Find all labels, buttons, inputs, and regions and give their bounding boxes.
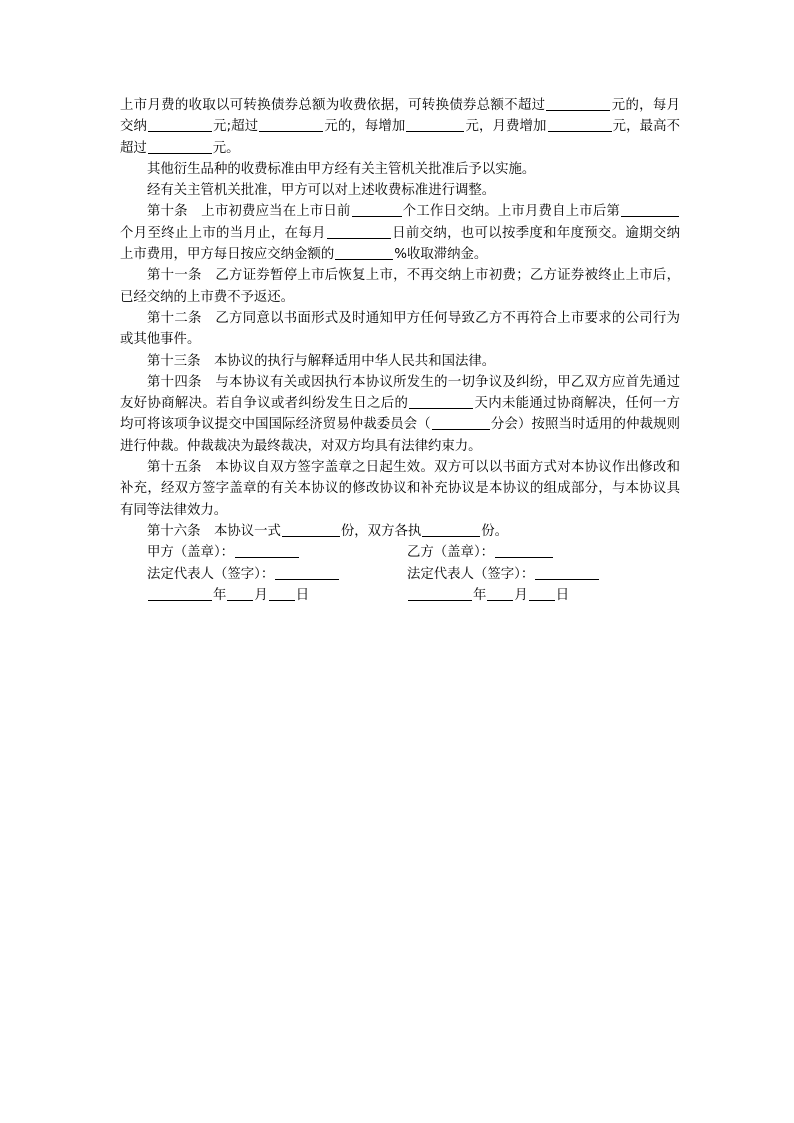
text-run: 年 bbox=[213, 587, 227, 603]
text-run: 经有关主管机关批准，甲方可以对上述收费标准进行调整。 bbox=[147, 183, 496, 199]
fill-in-blank bbox=[621, 202, 679, 217]
fill-in-blank bbox=[529, 586, 555, 601]
text-run: 法定代表人（签字）： bbox=[147, 566, 275, 582]
text-run: 法定代表人（签字）： bbox=[407, 566, 535, 582]
paragraph-listing-fee-basis bbox=[120, 95, 680, 159]
text-run: 第十五条 本协议自双方签字盖章之日起生效。双方可以以书面方式对本协议作出修改和补充，经双方签字盖章的有关本协议的修改协议和补充协议是本协议的组成部分，与本协议具有同等法律效力。 bbox=[120, 460, 680, 518]
text-run: 元，月费增加 bbox=[465, 119, 547, 135]
fill-in-blank bbox=[548, 117, 612, 132]
text-run: 乙方（盖章）： bbox=[407, 545, 495, 561]
paragraph-article-14 bbox=[120, 372, 680, 457]
fill-in-blank bbox=[327, 224, 391, 239]
agreement-body bbox=[120, 95, 680, 606]
text-run: 月 bbox=[254, 587, 268, 603]
text-run: 元的，每月交纳 bbox=[120, 98, 681, 135]
text-run: 第十二条 乙方同意以书面形式及时通知甲方任何导致乙方不再符合上市要求的公司行为或其他事件。 bbox=[120, 310, 680, 348]
text-run: 日 bbox=[555, 587, 570, 603]
text-run: 个月至终止上市的当月止，在每月 bbox=[120, 225, 326, 241]
text-run: 甲方（盖章）： bbox=[147, 545, 235, 561]
fill-in-blank bbox=[406, 117, 464, 132]
text-run: 上市月费的收取以可转换债券总额为收费依据，可转换债券总额不超过 bbox=[120, 98, 546, 113]
text-run: 第十条 上市初费应当在上市日前 bbox=[147, 204, 351, 220]
signature-date-row bbox=[120, 585, 680, 606]
paragraph-article-10 bbox=[120, 201, 680, 265]
text-run: 份，双方各执 bbox=[340, 523, 422, 539]
text-run: 其他衍生品种的收费标准由甲方经有关主管机关批准后予以实施。 bbox=[147, 161, 536, 177]
text-run: 元;超过 bbox=[213, 119, 259, 135]
text-run: 第十四条 与本协议有关或因执行本协议所发生的一切争议及纠纷，甲乙双方应首先通过友好协商解决。若自争议或者纠纷发生日之后的 bbox=[120, 374, 680, 412]
paragraph-article-13 bbox=[120, 351, 680, 372]
paragraph-article-12 bbox=[120, 308, 680, 351]
text-run: 天内未能通过协商解决，任何一方均可将该项争议提交中国国际经济贸易仲裁委员会（ bbox=[120, 396, 681, 433]
text-run: 年 bbox=[473, 587, 487, 603]
fill-in-blank bbox=[408, 586, 472, 601]
party-a-field bbox=[147, 542, 300, 563]
text-run: 第十三条 本协议的执行与解释适用中华人民共和国法律。 bbox=[147, 353, 496, 369]
fill-in-blank bbox=[275, 565, 339, 580]
party-b-field bbox=[407, 564, 600, 585]
text-run: 日前交纳，也可以按季度和年度预交。逾期交纳上市费用，甲方每日按应交纳金额的 bbox=[120, 225, 681, 263]
party-b-field bbox=[407, 585, 569, 606]
fill-in-blank bbox=[495, 543, 553, 558]
fill-in-blank bbox=[148, 139, 212, 154]
fill-in-blank bbox=[259, 117, 323, 132]
text-run: 个工作日交纳。上市月费自上市后第 bbox=[402, 204, 621, 220]
text-run: 第十一条 乙方证券暂停上市后恢复上市，不再交纳上市初费；乙方证券被终止上市后，已经交纳的上市费不予返还。 bbox=[120, 268, 680, 305]
paragraph-fee-adjustment bbox=[120, 180, 680, 201]
party-a-field bbox=[147, 585, 309, 606]
text-run: 日 bbox=[295, 587, 310, 603]
paragraph-article-15 bbox=[120, 457, 680, 521]
fill-in-blank bbox=[227, 586, 253, 601]
text-run: 分会）按照当时适用的仲裁规则进行仲裁。仲裁裁决为最终裁决，对双方均具有法律约束力。 bbox=[120, 417, 681, 454]
fill-in-blank bbox=[422, 522, 480, 537]
paragraph-article-16 bbox=[120, 521, 680, 542]
fill-in-blank bbox=[409, 394, 473, 409]
fill-in-blank bbox=[432, 415, 490, 430]
text-run: 元。 bbox=[212, 140, 240, 156]
text-run: 第十六条 本协议一式 bbox=[147, 523, 281, 539]
paragraph-derivatives-fee bbox=[120, 159, 680, 180]
party-b-field bbox=[407, 542, 554, 563]
signature-seal-row bbox=[120, 542, 680, 563]
fill-in-blank bbox=[335, 245, 393, 260]
paragraph-article-11 bbox=[120, 265, 680, 308]
text-run: %收取滞纳金。 bbox=[394, 247, 488, 263]
fill-in-blank bbox=[282, 522, 340, 537]
fill-in-blank bbox=[148, 586, 212, 601]
fill-in-blank bbox=[546, 96, 610, 111]
text-run: 元，最高不超过 bbox=[120, 119, 681, 156]
fill-in-blank bbox=[535, 565, 599, 580]
fill-in-blank bbox=[487, 586, 513, 601]
text-run: 月 bbox=[514, 587, 528, 603]
text-run: 元的，每增加 bbox=[324, 119, 406, 135]
fill-in-blank bbox=[148, 117, 212, 132]
fill-in-blank bbox=[269, 586, 295, 601]
fill-in-blank bbox=[352, 202, 402, 217]
text-run: 份。 bbox=[481, 523, 509, 539]
signature-representative-row bbox=[120, 564, 680, 585]
party-a-field bbox=[147, 564, 340, 585]
fill-in-blank bbox=[235, 543, 299, 558]
